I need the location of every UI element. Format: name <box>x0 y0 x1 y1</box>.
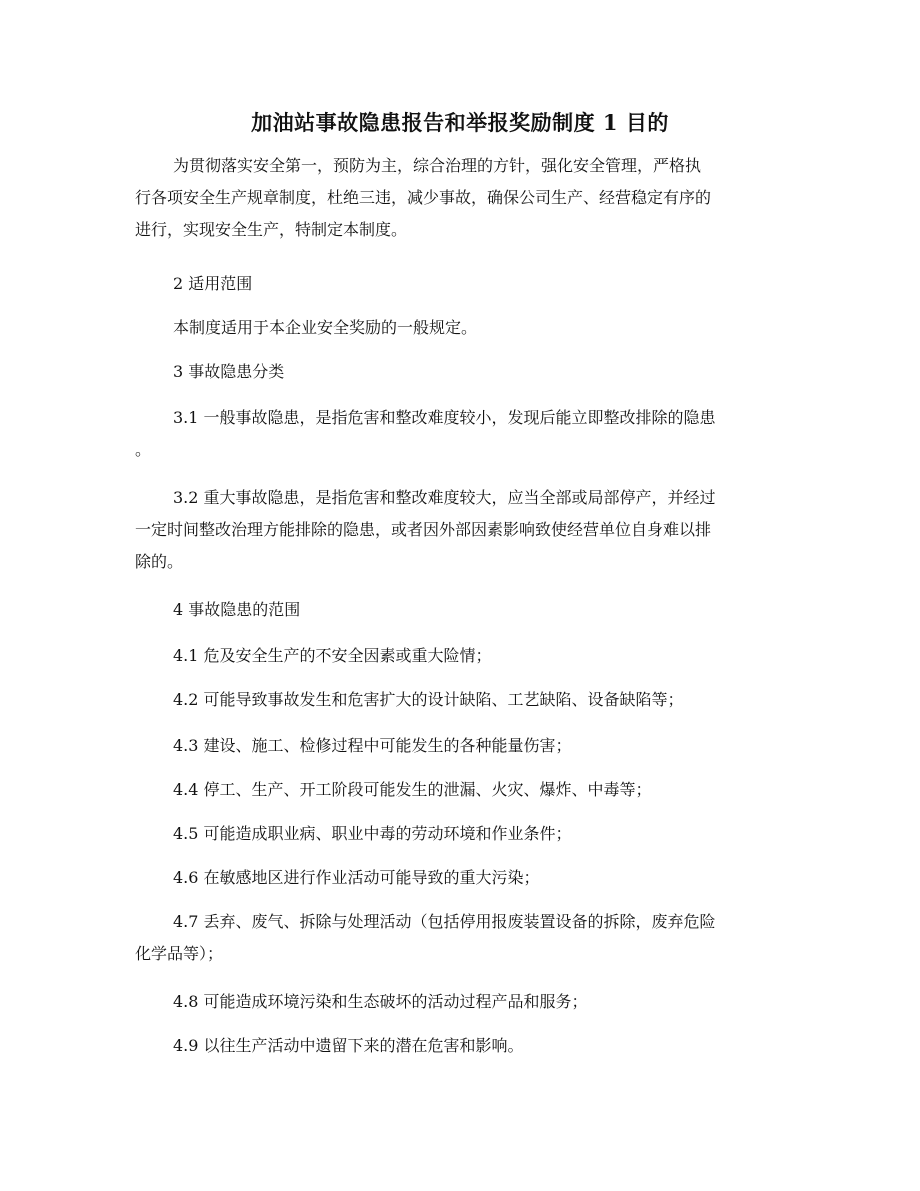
text-line: 化学品等）； <box>135 944 224 963</box>
paragraph-4-6 <box>135 862 785 894</box>
section-heading-scope <box>135 268 785 300</box>
text-line: 3 事故隐患分类 <box>173 362 285 381</box>
text-line: 4.7 丢弃、废气、拆除与处理活动（包括停用报废装置设备的拆除，废弃危险 <box>173 912 716 931</box>
paragraph-3-2 <box>135 482 785 578</box>
text-line: 4.4 停工、生产、开工阶段可能发生的泄漏、火灾、爆炸、中毒等； <box>173 780 652 799</box>
paragraph-purpose <box>135 150 785 246</box>
text-line: 4 事故隐患的范围 <box>173 600 301 619</box>
text-line: 3.1 一般事故隐患，是指危害和整改难度较小，发现后能立即整改排除的隐患 <box>173 408 716 427</box>
text-line: 4.6 在敏感地区进行作业活动可能导致的重大污染； <box>173 868 540 887</box>
paragraph-4-1 <box>135 640 785 672</box>
document-title: 加油站事故隐患报告和举报奖励制度 1 目的 <box>251 110 669 135</box>
paragraph-scope <box>135 312 785 344</box>
paragraph-4-9 <box>135 1030 785 1062</box>
text-line: 3.2 重大事故隐患，是指危害和整改难度较大，应当全部或局部停产，并经过 <box>173 488 716 507</box>
section-heading-range <box>135 594 785 626</box>
text-line: 为贯彻落实安全第一，预防为主，综合治理的方针，强化安全管理，严格执 <box>173 156 702 175</box>
text-line: 。 <box>135 440 152 459</box>
text-line: 4.5 可能造成职业病、职业中毒的劳动环境和作业条件； <box>173 824 572 843</box>
text-line: 4.1 危及安全生产的不安全因素或重大险情； <box>173 646 492 665</box>
paragraph-3-1 <box>135 402 785 466</box>
text-line: 进行，实现安全生产，特制定本制度。 <box>135 220 408 239</box>
text-line: 行各项安全生产规章制度，杜绝三违，减少事故，确保公司生产、经营稳定有序的 <box>135 188 712 207</box>
paragraph-4-5 <box>135 818 785 850</box>
text-line: 2 适用范围 <box>173 274 253 293</box>
paragraph-4-3 <box>135 730 785 762</box>
paragraph-4-2 <box>135 684 785 716</box>
text-line: 4.3 建设、施工、检修过程中可能发生的各种能量伤害； <box>173 736 572 755</box>
text-line: 4.9 以往生产活动中遗留下来的潜在危害和影响。 <box>173 1036 524 1055</box>
text-line: 一定时间整改治理方能排除的隐患，或者因外部因素影响致使经营单位自身难以排 <box>135 520 712 539</box>
text-line: 本制度适用于本企业安全奖励的一般规定。 <box>173 318 478 337</box>
paragraph-4-7 <box>135 906 785 970</box>
text-line: 4.8 可能造成环境污染和生态破坏的活动过程产品和服务； <box>173 992 588 1011</box>
paragraph-4-8 <box>135 986 785 1018</box>
paragraph-4-4 <box>135 774 785 806</box>
text-line: 除的。 <box>135 552 184 571</box>
text-line: 4.2 可能导致事故发生和危害扩大的设计缺陷、工艺缺陷、设备缺陷等； <box>173 690 684 709</box>
section-heading-classification <box>135 356 785 388</box>
